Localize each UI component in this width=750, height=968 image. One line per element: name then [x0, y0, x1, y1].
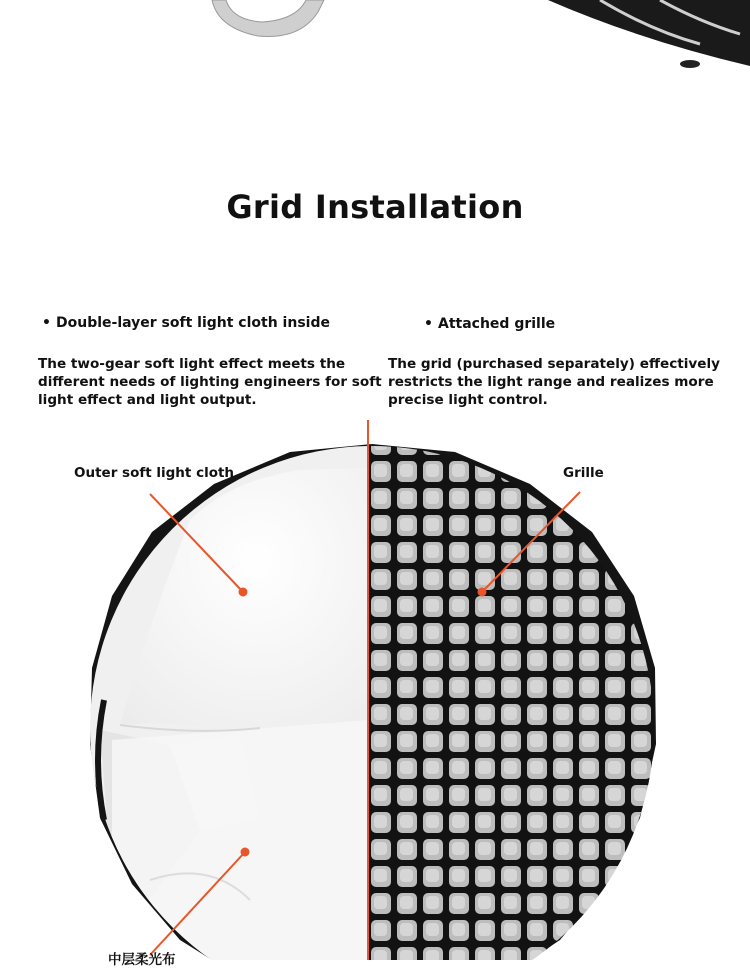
outer-cloth-dot [240, 589, 247, 596]
grille-dot [479, 589, 486, 596]
bullet-dot: • [42, 315, 51, 331]
section-heading: Grid Installation [226, 188, 524, 226]
softbox-body-fragment [548, 0, 750, 68]
description-line: The two-gear soft light effect meets the [38, 356, 346, 372]
description-line: light effect and light output. [38, 392, 257, 408]
speedring-fragment [212, 0, 324, 37]
callout-outer-soft-light-cloth: Outer soft light cloth [74, 465, 235, 481]
callout-grille: Grille [563, 465, 604, 481]
feature-description-soft-cloth [38, 355, 382, 409]
softbox-front [80, 440, 668, 960]
feature-bullet-grille [424, 316, 555, 332]
feature-bullet-soft-cloth [42, 315, 330, 331]
feature-description-grille [388, 355, 720, 409]
bullet-dot: • [424, 316, 433, 332]
inner-cloth-dot [242, 849, 249, 856]
description-line: restricts the light range and realizes more [388, 374, 714, 390]
description-line: different needs of lighting engineers for soft [38, 374, 382, 390]
feature-title: Double-layer soft light cloth inside [56, 315, 330, 331]
callout-inner-soft-light-cloth: 中层柔光布 [108, 952, 176, 968]
description-line: The grid (purchased separately) effectively [388, 356, 721, 372]
description-line: precise light control. [388, 392, 548, 408]
feature-title: Attached grille [438, 316, 556, 332]
